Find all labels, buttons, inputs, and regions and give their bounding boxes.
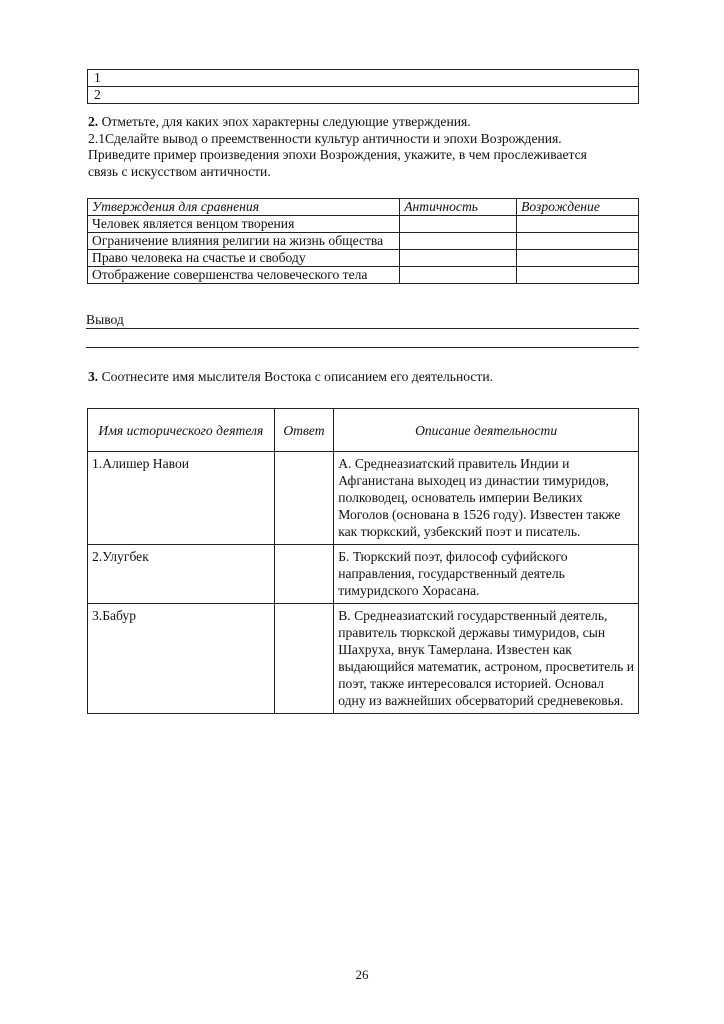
table-row	[88, 545, 639, 604]
comparison-table	[87, 198, 639, 284]
task-2	[88, 114, 640, 180]
header-description: Описание деятельности	[334, 409, 639, 452]
renaissance-answer-cell[interactable]	[517, 250, 639, 267]
antiquity-answer-cell[interactable]	[400, 233, 517, 250]
header-renaissance: Возрождение	[517, 199, 639, 216]
antiquity-answer-cell[interactable]	[400, 267, 517, 284]
table-row	[88, 87, 639, 104]
task-2-instruction	[88, 114, 640, 131]
renaissance-answer-cell[interactable]	[517, 267, 639, 284]
conclusion-line-2[interactable]	[86, 329, 639, 348]
table-row	[88, 604, 639, 714]
table-header-row	[88, 409, 639, 452]
thinker-name: 2.Улугбек	[88, 545, 275, 604]
thinker-name: 1.Алишер Навои	[88, 452, 275, 545]
task-2-text: Отметьте, для каких эпох характерны следующие утверждения.	[98, 114, 471, 129]
conclusion-label: Вывод	[86, 312, 124, 327]
table-row	[88, 216, 639, 233]
conclusion-section	[86, 312, 639, 348]
page-number: 26	[355, 967, 369, 982]
antiquity-answer-cell[interactable]	[400, 250, 517, 267]
task-3-text: Соотнесите имя мыслителя Востока с описанием его деятельности.	[98, 369, 494, 384]
task-3-number: 3.	[88, 369, 99, 384]
answer-cell[interactable]	[274, 545, 334, 604]
renaissance-answer-cell[interactable]	[517, 216, 639, 233]
statement-cell: Право человека на счастье и свободу	[88, 250, 400, 267]
answer-cell[interactable]	[274, 604, 334, 714]
renaissance-answer-cell[interactable]	[517, 233, 639, 250]
thinker-name: 3.Бабур	[88, 604, 275, 714]
answer-row-2[interactable]: 2	[88, 87, 639, 104]
statement-cell: Отображение совершенства человеческого тела	[88, 267, 400, 284]
header-answer: Ответ	[274, 409, 334, 452]
header-statements: Утверждения для сравнения	[88, 199, 400, 216]
table-row	[88, 70, 639, 87]
activity-description: Б. Тюркский поэт, философ суфийского направления, государственный деятель тимуридского Хорасана.	[334, 545, 639, 604]
matching-table	[87, 408, 639, 714]
task-2-number: 2.	[88, 114, 99, 129]
task-2-1-line-1: 2.1Сделайте вывод о преемственности культур античности и эпохи Возрождения.	[88, 130, 562, 146]
task-2-1-line-3: связь с искусством античности.	[88, 163, 271, 179]
task-3-instruction	[88, 369, 640, 386]
task-2-1-line-2: Приведите пример произведения эпохи Возрождения, укажите, в чем прослеживается	[88, 147, 587, 163]
antiquity-answer-cell[interactable]	[400, 216, 517, 233]
statement-cell: Ограничение влияния религии на жизнь общества	[88, 233, 400, 250]
table-row	[88, 267, 639, 284]
header-name: Имя исторического деятеля	[88, 409, 275, 452]
table-row	[88, 233, 639, 250]
table-row	[88, 452, 639, 545]
activity-description: А. Среднеазиатский правитель Индии и Афганистана выходец из династии тимуридов, полководец, основатель империи Великих Моголов (основана в 1526 году). Известен также как тюркский, узбекский поэт и писатель.	[334, 452, 639, 545]
answer-rows-table	[87, 69, 639, 104]
answer-row-1[interactable]: 1	[88, 70, 639, 87]
answer-cell[interactable]	[274, 452, 334, 545]
statement-cell: Человек является венцом творения	[88, 216, 400, 233]
table-row	[88, 250, 639, 267]
table-header-row	[88, 199, 639, 216]
conclusion-line-1[interactable]	[86, 312, 639, 329]
activity-description: В. Среднеазиатский государственный деятель, правитель тюркской державы тимуридов, сын Шахруха, внук Тамерлана. Известен как выдающийся математик, астроном, просветитель и поэт, также интересовался историей. Основал одну из важнейших обсерваторий средневековья.	[334, 604, 639, 714]
header-antiquity: Античность	[400, 199, 517, 216]
